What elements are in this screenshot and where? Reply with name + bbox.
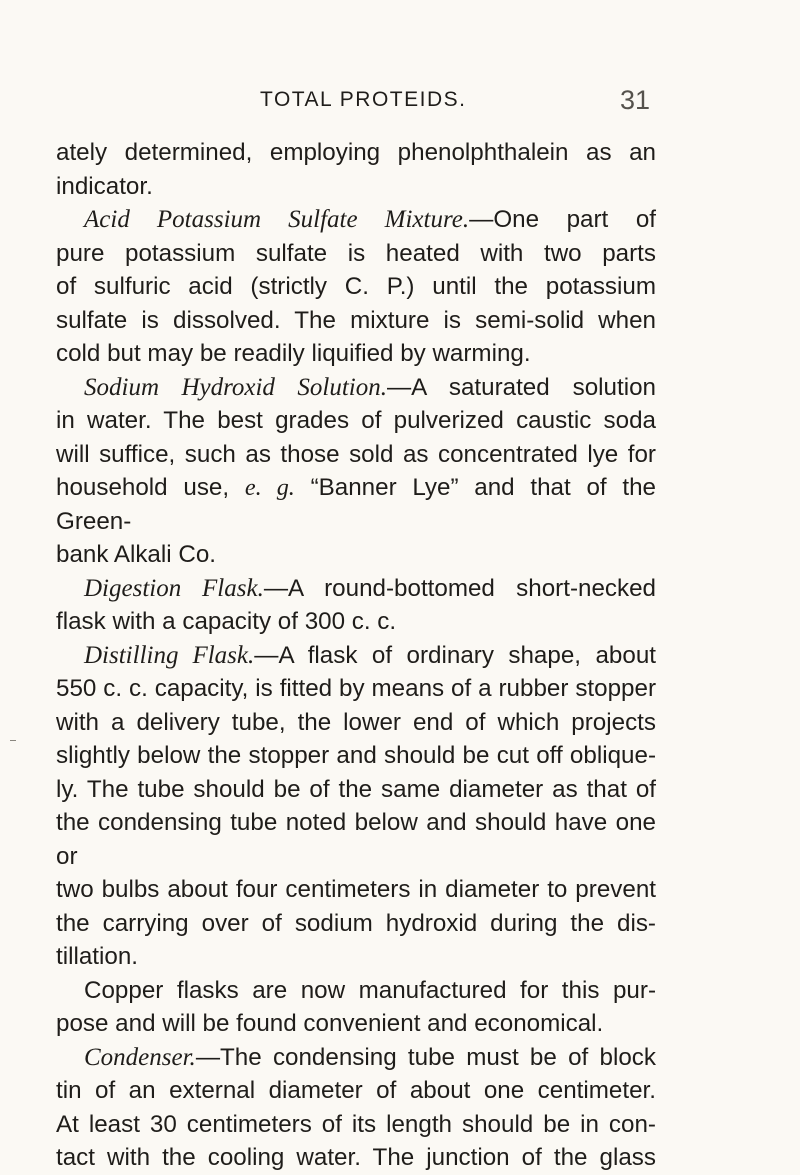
paragraph-distilling-flask bbox=[56, 639, 656, 673]
paragraph-acid-potassium-sulfate bbox=[56, 203, 656, 237]
text-line-row bbox=[56, 538, 656, 572]
text-line: —One part of bbox=[469, 206, 656, 233]
text-line: —The condensing tube must be of block bbox=[195, 1043, 656, 1071]
section-heading: Digestion Flask. bbox=[84, 574, 264, 602]
abbreviation: e. g. bbox=[244, 474, 295, 501]
text-line-row bbox=[56, 270, 656, 304]
body-text bbox=[56, 136, 656, 1175]
text-line: household use, bbox=[56, 474, 230, 501]
page-header bbox=[0, 85, 800, 118]
text-line: flask with a capacity of 300 c. c. bbox=[56, 608, 397, 635]
text-line-row bbox=[56, 1141, 656, 1175]
text-line: ately determined, employing phenolphthalein as an bbox=[56, 139, 656, 166]
text-line: the carrying over of sodium hydroxid during the dis- bbox=[56, 909, 656, 937]
running-title: TOTAL PROTEIDS. bbox=[260, 88, 467, 111]
text-line-row bbox=[56, 304, 656, 338]
paragraph-sodium-hydroxid bbox=[56, 371, 656, 405]
text-line-row bbox=[56, 739, 656, 773]
text-line: two bulbs about four centimeters in diameter to prevent bbox=[56, 876, 656, 903]
text-line: —A flask of ordinary shape, about bbox=[254, 641, 656, 669]
text-line-row bbox=[56, 1108, 656, 1142]
text-line: tact with the cooling water. The junction of the glass bbox=[56, 1144, 656, 1171]
text-line: with a delivery tube, the lower end of which projects bbox=[56, 708, 656, 736]
text-line: “Banner Lye” and that of the Green- bbox=[56, 474, 656, 535]
text-line-row bbox=[56, 706, 656, 740]
text-line-row bbox=[56, 471, 656, 538]
text-line: slightly below the stopper and should be cut off oblique- bbox=[56, 742, 656, 769]
text-line-row bbox=[56, 404, 656, 438]
text-line-row bbox=[56, 1007, 656, 1041]
text-line: indicator. bbox=[56, 172, 153, 200]
text-line-row bbox=[56, 773, 656, 807]
text-line-row bbox=[56, 438, 656, 472]
paragraph-continuation-end bbox=[56, 170, 656, 204]
text-line: —A round-bottomed short-necked bbox=[263, 574, 657, 602]
section-heading: Condenser. bbox=[84, 1043, 196, 1071]
paragraph-copper-flasks bbox=[56, 974, 656, 1008]
text-line-row bbox=[56, 605, 656, 639]
text-line-row bbox=[56, 806, 656, 873]
text-line-row bbox=[56, 237, 656, 271]
text-line-row bbox=[56, 672, 656, 706]
text-line: 550 c. c. capacity, is fitted by means of a rubber stopper bbox=[56, 675, 656, 702]
text-line: pure potassium sulfate is heated with two parts bbox=[56, 239, 656, 267]
text-line: will suffice, such as those sold as concentrated lye for bbox=[56, 440, 656, 468]
text-line: tin of an external diameter of about one centimeter. bbox=[56, 1077, 656, 1104]
text-line: in water. The best grades of pulverized caustic soda bbox=[56, 407, 656, 434]
text-line: pose and will be found convenient and economical. bbox=[56, 1010, 604, 1037]
text-line: of sulfuric acid (strictly C. P.) until the potassium bbox=[56, 273, 656, 300]
text-line: At least 30 centimeters of its length should be in con- bbox=[56, 1110, 656, 1138]
text-line: Copper flasks are now manufactured for this pur- bbox=[84, 976, 656, 1004]
text-line: bank Alkali Co. bbox=[56, 541, 216, 568]
text-line-row bbox=[56, 337, 656, 371]
text-line: ly. The tube should be of the same diameter as that of bbox=[56, 775, 656, 803]
text-line-row bbox=[56, 907, 656, 941]
text-line: tillation. bbox=[56, 943, 139, 970]
text-line-row bbox=[56, 873, 656, 907]
text-line: the condensing tube noted below and should have one or bbox=[56, 809, 656, 870]
paragraph-continuation bbox=[56, 136, 656, 170]
section-heading: Acid Potassium Sulfate Mixture. bbox=[84, 206, 470, 233]
text-line: cold but may be readily liquified by warming. bbox=[56, 340, 531, 367]
section-heading: Sodium Hydroxid Solution. bbox=[84, 373, 387, 401]
text-line: —A saturated solution bbox=[386, 373, 656, 401]
page-number: 31 bbox=[620, 85, 651, 115]
text-line: sulfate is dissolved. The mixture is semi-solid when bbox=[56, 306, 656, 334]
margin-mark bbox=[10, 740, 16, 741]
paragraph-digestion-flask bbox=[56, 572, 656, 606]
text-line-row bbox=[56, 940, 656, 974]
text-line-row bbox=[56, 1074, 656, 1108]
paragraph-condenser bbox=[56, 1041, 656, 1075]
section-heading: Distilling Flask. bbox=[84, 641, 255, 669]
